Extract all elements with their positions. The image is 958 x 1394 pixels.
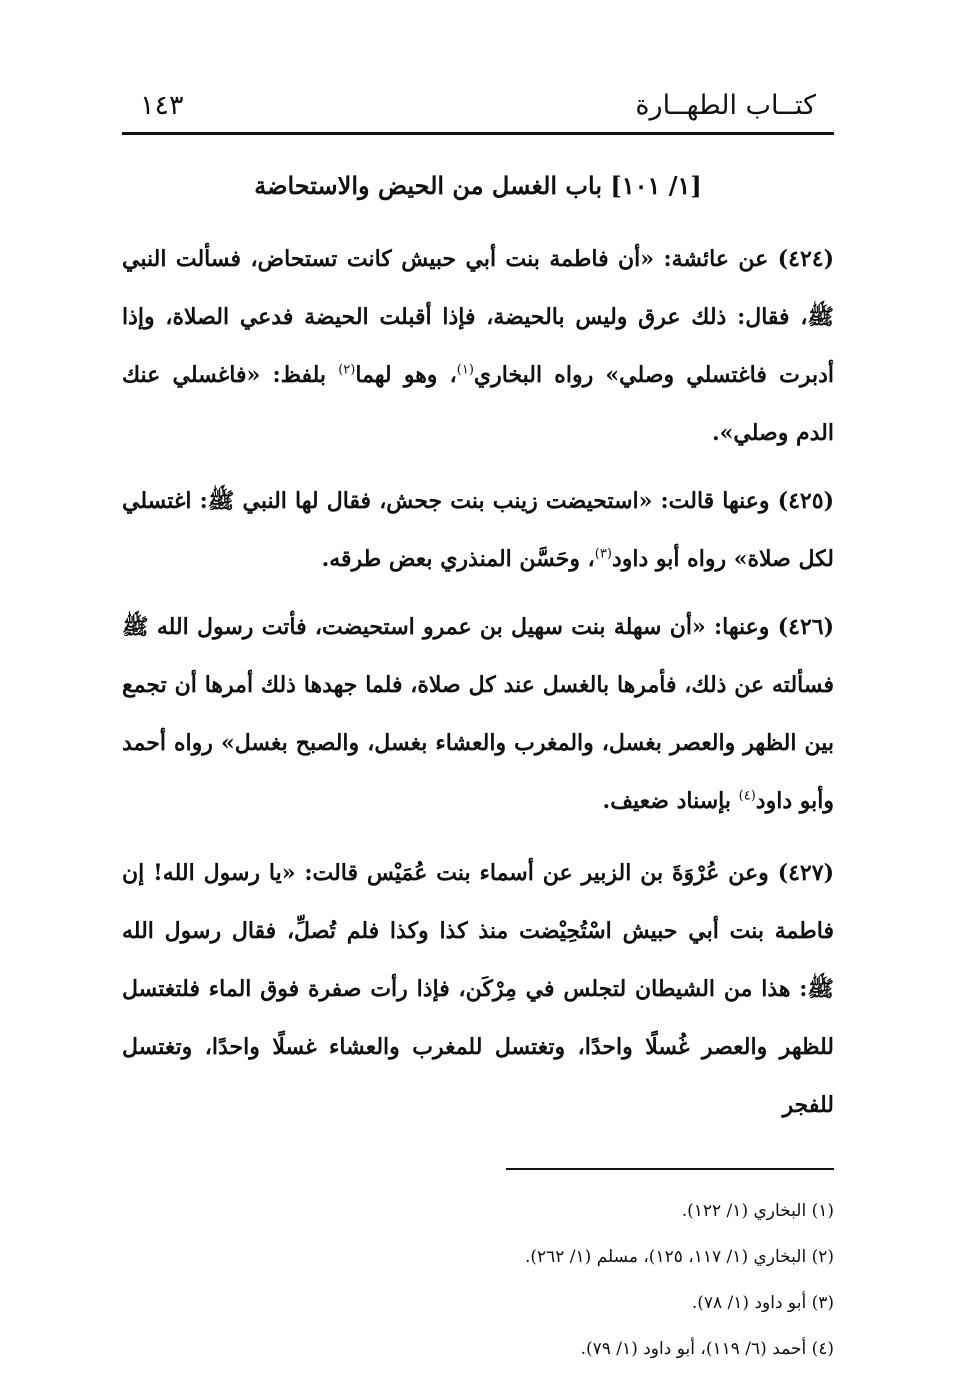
hadith-427: [122, 844, 834, 1134]
hadith-text: عن عائشة: «أن فاطمة بنت أبي حبيش كانت تستحاض، فسألت النبي ﷺ، فقال: ذلك عرق وليس بالحيضة، فإذا أقبلت الحيضة فدعي الصلاة، وإذا أدبرت فاغتسلي وصلي» رواه البخاري: [122, 246, 834, 388]
hadith-text: ، وهو لهما: [355, 362, 457, 388]
hadith-number: (٤٢٧): [777, 860, 834, 886]
hadith-text: بإسناد ضعيف.: [602, 788, 739, 814]
page-number: ١٤٣: [140, 90, 184, 121]
hadith-424: [122, 230, 834, 462]
hadith-425: [122, 472, 834, 588]
footnote-item: (١) البخاري (١/ ١٢٢).: [681, 1201, 834, 1221]
footnote-item: (٣) أبو داود (١/ ٧٨).: [691, 1293, 834, 1313]
hadith-text: وعن عُرْوَةَ بن الزبير عن أسماء بنت عُمَيْس قالت: «يا رسول الله! إن فاطمة بنت أبي حبيش اسْتُحِيْضت منذ كذا وكذا فلم تُصلِّ، فقال رسول الله ﷺ: هذا من الشيطان لتجلس في مِرْكَن، فإذا رأت صفرة فوق الماء فلتغتسل للظهر والعصر غُسلًا واحدًا، وتغتسل للمغرب والعشاء غسلًا واحدًا، وتغتسل للفجر: [122, 860, 834, 1118]
hadith-number: (٤٢٥): [777, 488, 834, 514]
footnote-ref[interactable]: (٣): [594, 546, 612, 562]
footnote-item: (٤) أحمد (٦/ ١١٩)، أبو داود (١/ ٧٩).: [580, 1339, 834, 1359]
running-header: [122, 88, 834, 132]
footnote-ref[interactable]: (٢): [338, 362, 356, 378]
hadith-text: وعنها قالت: «استحيضت زينب بنت جحش، فقال لها النبي ﷺ: اغتسلي لكل صلاة» رواه أبو داود: [122, 488, 834, 572]
footnote-separator: [506, 1168, 834, 1170]
hadith-426: [122, 598, 834, 830]
header-rule: [122, 132, 834, 135]
hadith-number: (٤٢٦): [777, 614, 834, 640]
book-page: [122, 88, 834, 1372]
hadith-text: ، وحَسَّن المنذري بعض طرقه.: [321, 546, 595, 572]
hadith-text: وعنها: «أن سهلة بنت سهيل بن عمرو استحيضت، فأتت رسول الله ﷺ فسألته عن ذلك، فأمرها بالغسل عند كل صلاة، فلما جهدها ذلك أمرها أن تجمع بين الظهر والعصر بغسل، والمغرب والعشاء بغسل، والصبح بغسل» رواه أحمد وأبو داود: [122, 614, 834, 814]
chapter-heading: [١/ ١٠١] باب الغسل من الحيض والاستحاضة: [254, 171, 702, 200]
footnote-item: (٢) البخاري (١/ ١١٧، ١٢٥)، مسلم (١/ ٢٦٢).: [524, 1247, 834, 1267]
hadith-number: (٤٢٤): [777, 246, 834, 272]
footnote-ref[interactable]: (٤): [738, 788, 756, 804]
footnote-ref[interactable]: (١): [456, 362, 474, 378]
hadith-text: بلفظ: «فاغسلي عنك الدم وصلي».: [122, 362, 834, 446]
footnotes-list: [122, 1188, 834, 1372]
header-title: كتــاب الطهــارة: [635, 90, 816, 121]
